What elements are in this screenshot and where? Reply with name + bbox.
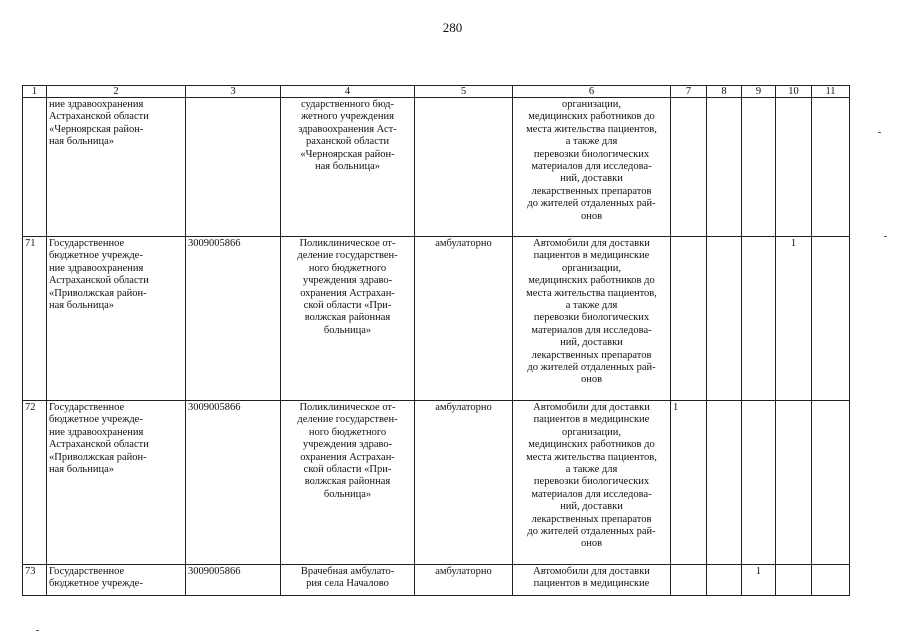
care-type-cell	[415, 98, 513, 237]
table-row	[23, 237, 850, 401]
count-cell-7	[671, 237, 707, 401]
column-number-header: 4	[281, 86, 415, 98]
care-type-cell: амбулаторно	[415, 401, 513, 565]
count-cell-10	[776, 98, 812, 237]
purpose-cell: организации, медицинских работников до места жительства пациентов, а также для перевозки биологических материалов для исследова- ний, доставки лекарственных препаратов до жителей отдаленных рай- онов	[513, 98, 671, 237]
column-number-header: 6	[513, 86, 671, 98]
purpose-cell: Автомобили для доставки пациентов в медицинские организации, медицинских работников до места жительства пациентов, а также для перевозки биологических материалов для исследова- ний, доставки лекарственных препаратов до жителей отдаленных рай- онов	[513, 401, 671, 565]
column-number-header: 7	[671, 86, 707, 98]
count-cell-9: 1	[742, 565, 776, 596]
count-cell-8	[707, 237, 742, 401]
unit-cell: Поликлиническое от- деление государствен- ного бюджетного учреждения здраво- охранения Астрахан- ской области «При- волжская районная больница»	[281, 401, 415, 565]
row-number-cell	[23, 98, 47, 237]
inn-cell	[186, 98, 281, 237]
column-number-header: 11	[812, 86, 850, 98]
care-type-cell: амбулаторно	[415, 237, 513, 401]
table-row	[23, 98, 850, 237]
organization-cell: Государственное бюджетное учрежде- ние здравоохранения Астраханской области «Приволжская район- ная больница»	[47, 237, 186, 401]
count-cell-11	[812, 401, 850, 565]
column-number-header: 5	[415, 86, 513, 98]
column-number-header: 10	[776, 86, 812, 98]
care-type-cell: амбулаторно	[415, 565, 513, 596]
count-cell-10	[776, 401, 812, 565]
count-cell-8	[707, 401, 742, 565]
table-row	[23, 565, 850, 596]
table-header-row	[23, 86, 850, 98]
page-number: 280	[442, 20, 463, 35]
count-cell-9	[742, 98, 776, 237]
count-cell-9	[742, 401, 776, 565]
inn-cell: 3009005866	[186, 237, 281, 401]
vehicle-distribution-table	[22, 85, 850, 596]
count-cell-8	[707, 565, 742, 596]
count-cell-11	[812, 565, 850, 596]
organization-cell: Государственное бюджетное учрежде-	[47, 565, 186, 596]
purpose-cell: Автомобили для доставки пациентов в медицинские организации, медицинских работников до места жительства пациентов, а также для перевозки биологических материалов для исследова- ний, доставки лекарственных препаратов до жителей отдаленных рай- онов	[513, 237, 671, 401]
count-cell-10: 1	[776, 237, 812, 401]
organization-cell: ние здравоохранения Астраханской области «Черноярская район- ная больница»	[47, 98, 186, 237]
scan-speck	[878, 132, 881, 133]
count-cell-9	[742, 237, 776, 401]
column-number-header: 9	[742, 86, 776, 98]
inn-cell: 3009005866	[186, 565, 281, 596]
count-cell-7	[671, 98, 707, 237]
column-number-header: 3	[186, 86, 281, 98]
unit-cell: Врачебная амбулато- рия села Началово	[281, 565, 415, 596]
scan-speck	[36, 630, 39, 631]
column-number-header: 1	[23, 86, 47, 98]
purpose-cell: Автомобили для доставки пациентов в медицинские	[513, 565, 671, 596]
row-number-cell: 72	[23, 401, 47, 565]
column-number-header: 8	[707, 86, 742, 98]
unit-cell: Поликлиническое от- деление государствен- ного бюджетного учреждения здраво- охранения Астрахан- ской области «При- волжская районная больница»	[281, 237, 415, 401]
inn-cell: 3009005866	[186, 401, 281, 565]
count-cell-11	[812, 237, 850, 401]
count-cell-7	[671, 565, 707, 596]
count-cell-11	[812, 98, 850, 237]
count-cell-7: 1	[671, 401, 707, 565]
column-number-header: 2	[47, 86, 186, 98]
unit-cell: сударственного бюд- жетного учреждения здравоохранения Аст- раханской области «Черноярская район- ная больница»	[281, 98, 415, 237]
row-number-cell: 73	[23, 565, 47, 596]
count-cell-10	[776, 565, 812, 596]
row-number-cell: 71	[23, 237, 47, 401]
organization-cell: Государственное бюджетное учрежде- ние здравоохранения Астраханской области «Приволжская район- ная больница»	[47, 401, 186, 565]
table-row	[23, 401, 850, 565]
count-cell-8	[707, 98, 742, 237]
scan-speck	[884, 236, 887, 237]
